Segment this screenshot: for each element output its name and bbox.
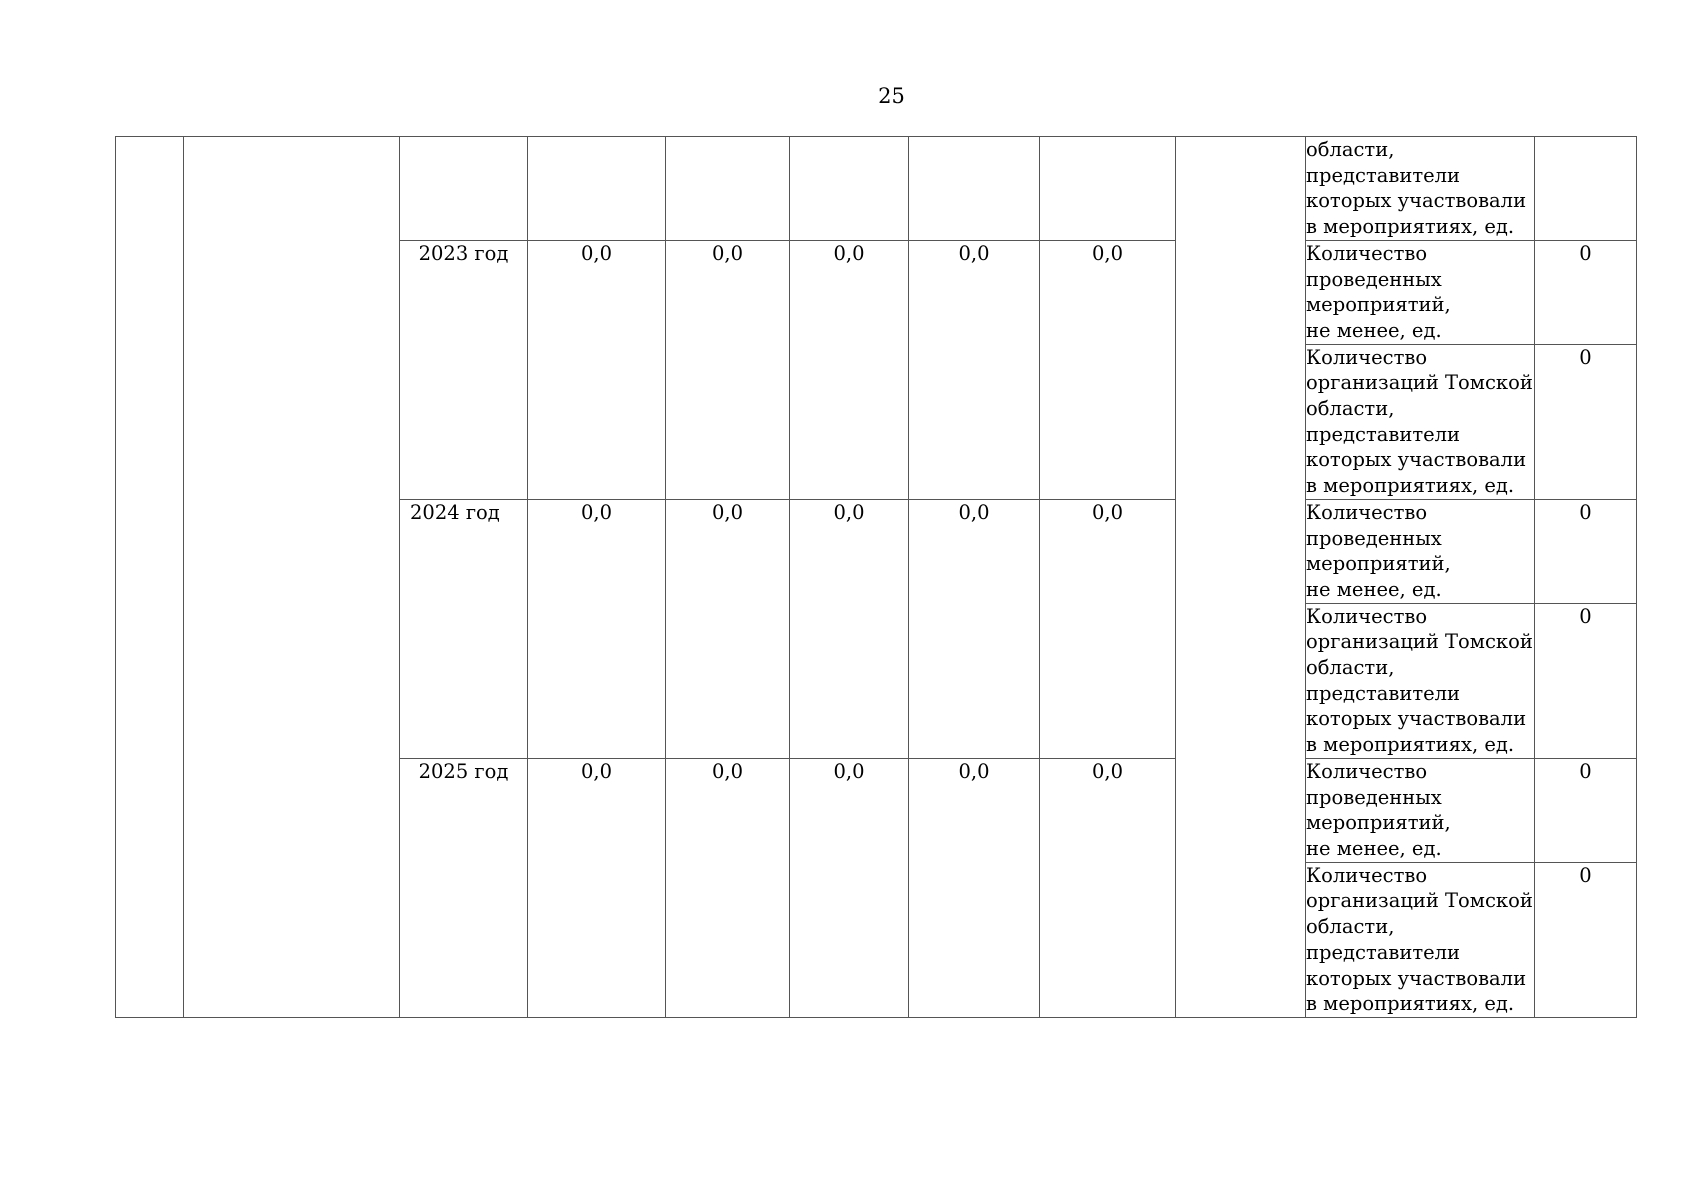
value-cell: 0,0: [666, 758, 790, 1017]
indicator-value-cell: 0: [1535, 499, 1637, 603]
value-cell: 0,0: [528, 499, 666, 758]
value-cell: 0,0: [909, 499, 1040, 758]
value-cell: [666, 137, 790, 241]
year-cell: 2023 год: [400, 240, 528, 499]
page-number: 25: [878, 84, 905, 108]
executor-cell: [1176, 137, 1306, 1018]
value-cell: 0,0: [1040, 240, 1176, 499]
year-cell: [400, 137, 528, 241]
value-cell: [528, 137, 666, 241]
value-cell: 0,0: [909, 758, 1040, 1017]
value-cell: 0,0: [528, 758, 666, 1017]
indicator-value-cell: 0: [1535, 862, 1637, 1017]
indicator-value-cell: 0: [1535, 344, 1637, 499]
indicator-name-cell: Количество организаций Томской области, представители которых участвовали в мероприятиях, ед.: [1306, 862, 1535, 1017]
program-table: [115, 136, 1637, 1018]
indicator-name-cell: области, представители которых участвовали в мероприятиях, ед.: [1306, 137, 1535, 241]
value-cell: [909, 137, 1040, 241]
value-cell: 0,0: [1040, 499, 1176, 758]
value-cell: [790, 137, 909, 241]
value-cell: 0,0: [528, 240, 666, 499]
indicator-name-cell: Количество организаций Томской области, представители которых участвовали в мероприятиях, ед.: [1306, 344, 1535, 499]
number-cell: [116, 137, 184, 1018]
indicator-name-cell: Количество организаций Томской области, представители которых участвовали в мероприятиях, ед.: [1306, 603, 1535, 758]
value-cell: 0,0: [1040, 758, 1176, 1017]
value-cell: 0,0: [666, 240, 790, 499]
measure-name-cell: [184, 137, 400, 1018]
value-cell: 0,0: [790, 499, 909, 758]
table-row: [116, 137, 1637, 241]
indicator-name-cell: Количество проведенных мероприятий, не менее, ед.: [1306, 240, 1535, 344]
indicator-value-cell: 0: [1535, 758, 1637, 862]
indicator-value-cell: [1535, 137, 1637, 241]
indicator-name-cell: Количество проведенных мероприятий, не менее, ед.: [1306, 758, 1535, 862]
year-cell: 2024 год: [400, 499, 528, 758]
value-cell: [1040, 137, 1176, 241]
value-cell: 0,0: [909, 240, 1040, 499]
indicator-name-cell: Количество проведенных мероприятий, не менее, ед.: [1306, 499, 1535, 603]
indicator-value-cell: 0: [1535, 240, 1637, 344]
year-cell: 2025 год: [400, 758, 528, 1017]
value-cell: 0,0: [790, 758, 909, 1017]
value-cell: 0,0: [666, 499, 790, 758]
indicator-value-cell: 0: [1535, 603, 1637, 758]
value-cell: 0,0: [790, 240, 909, 499]
